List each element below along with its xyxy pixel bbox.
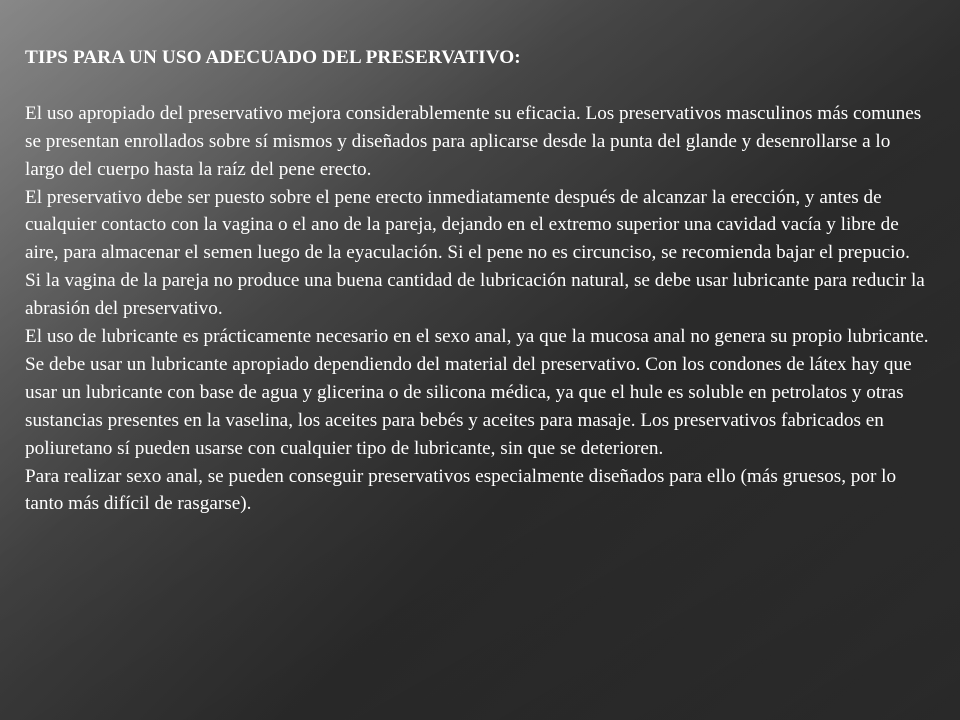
paragraph-2: El preservativo debe ser puesto sobre el pene erecto inmediatamente después de alcanzar la erección, y antes de cualquier contacto con la vagina o el ano de la pareja, dejando en el extremo superior una cavidad vacía y libre de aire, para almacenar el semen luego de la eyaculación. Si el pene no es circunciso, se recomienda bajar el prepucio. xyxy=(25,186,910,264)
paragraph-1: El uso apropiado del preservativo mejora considerablemente su eficacia. Los preservativos masculinos más comunes se presentan enrollados sobre sí mismos y diseñados para aplicarse desde la punta del glande y desenrollarse a lo largo del cuerpo hasta la raíz del pene erecto. xyxy=(25,102,922,180)
paragraph-5: Se debe usar un lubricante apropiado dependiendo del material del preservativo. Con los condones de látex hay que usar un lubricante con base de agua y glicerina o de silicona médica, ya que el hule es soluble en petrolatos y otras sustancias presentes en la vaselina, los aceites para bebés y aceites para masaje. Los preservativos fabricados en poliuretano sí pueden usarse con cualquier tipo de lubricante, sin que se deterioren. xyxy=(25,353,912,459)
paragraph-3: Si la vagina de la pareja no produce una buena cantidad de lubricación natural, se debe usar lubricante para reducir la abrasión del preservativo. xyxy=(25,270,925,320)
paragraph-4: El uso de lubricante es prácticamente necesario en el sexo anal, ya que la mucosa anal no genera su propio lubricante. xyxy=(25,326,929,348)
paragraph-6: Para realizar sexo anal, se pueden conseguir preservativos especialmente diseñados para ello (más gruesos, por lo tanto más difícil de rasgarse). xyxy=(25,465,897,515)
slide-content xyxy=(25,44,930,518)
slide-title: TIPS PARA UN USO ADECUADO DEL PRESERVATIVO: xyxy=(25,47,521,68)
